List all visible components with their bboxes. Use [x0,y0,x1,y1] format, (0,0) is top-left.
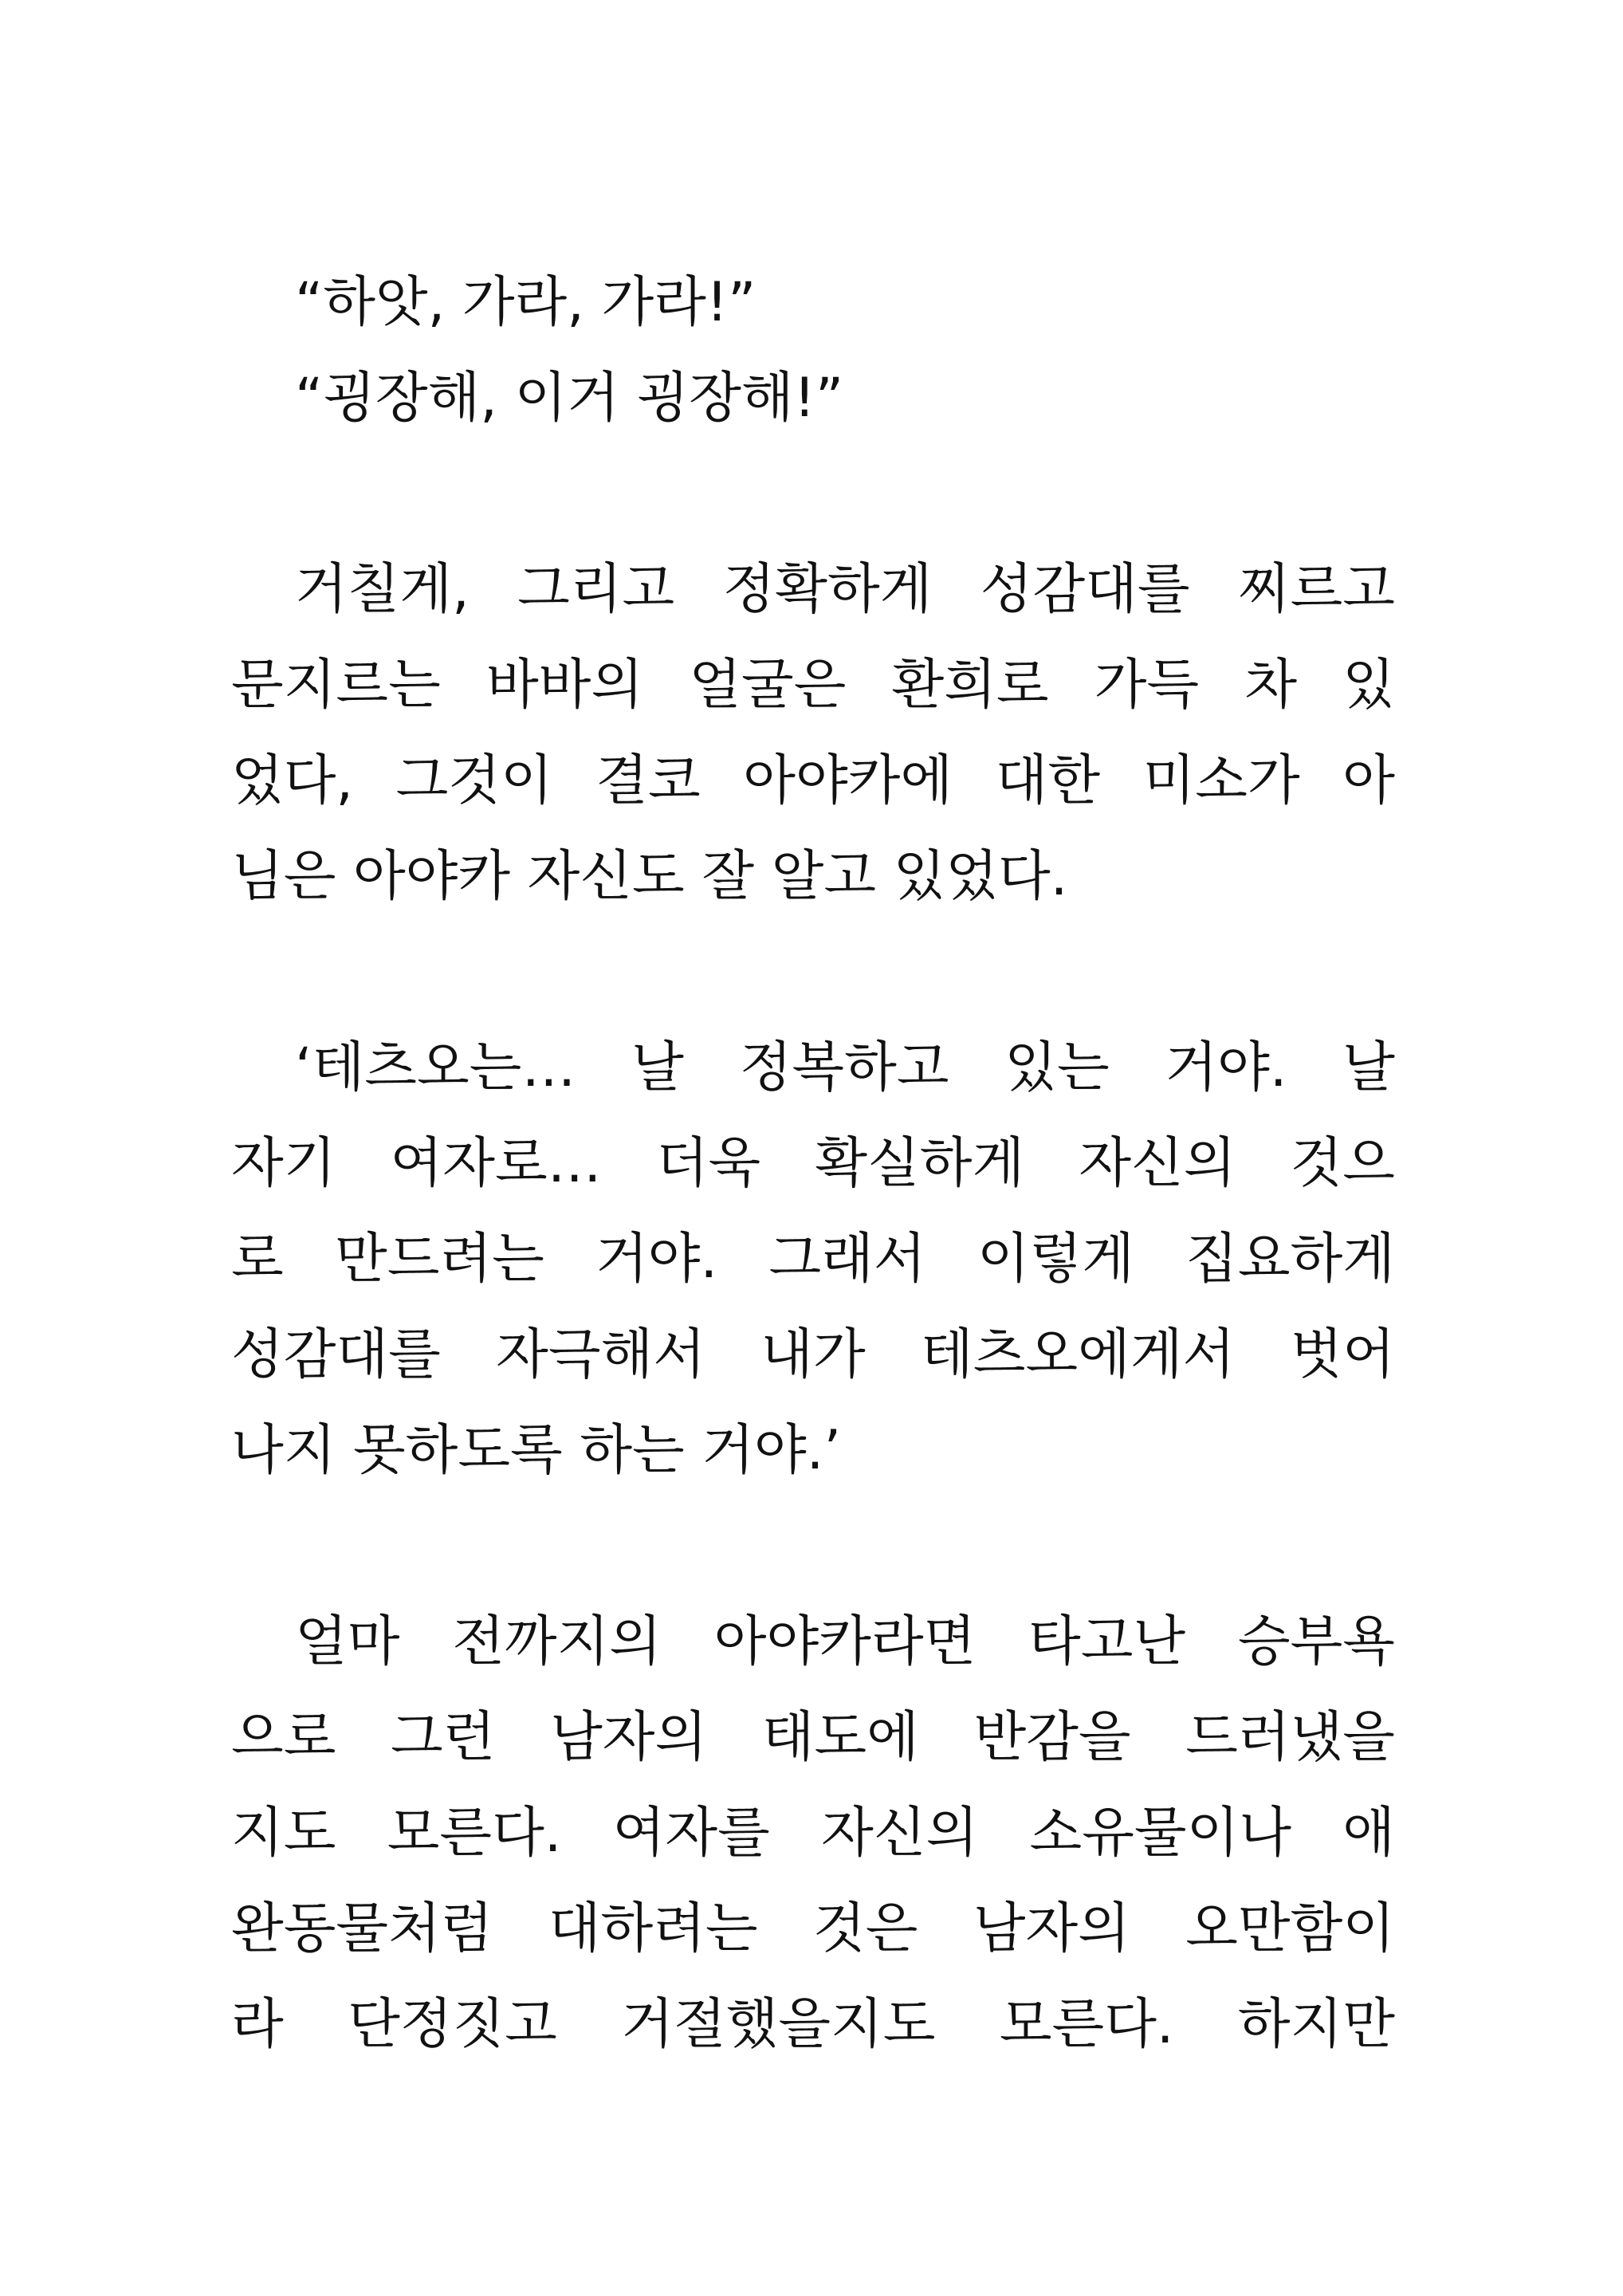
paragraph-line: 얼마 전까지의 아야카라면 타고난 승부욕 [295,1610,1395,1673]
paragraph-line: 나지 못하도록 하는 거야.’ [231,1419,841,1482]
dialogue-line: “하앗, 가라, 가라!” [295,271,756,334]
paragraph-line: 었다, 그것이 결코 아야카에 대한 미소가 아 [231,749,1395,812]
paragraph-line: 지도 모른다. 여자를 자신의 소유물이나 애 [231,1802,1395,1865]
paragraph-line: 로 만드려는 거야. 그래서 이렇게 집요하게 [231,1228,1395,1291]
paragraph-line: 으로 그런 남자의 태도에 반감을 드러냈을 [231,1706,1395,1769]
paragraph-line: 님은 아야카 자신도 잘 알고 있었다. [231,845,1068,908]
paragraph-line: 자기 여자로… 더욱 확실하게 자신의 것으 [231,1132,1395,1195]
paragraph-line: 거칠게, 그리고 정확하게 성감대를 찌르고 [295,558,1395,621]
dialogue-line: “굉장해, 이거 굉장해!” [295,367,844,430]
paragraph-line: ‘테츠오는… 날 정복하고 있는 거야. 날 [295,1036,1395,1099]
paragraph-line: 완동물처럼 대하려는 것은 남자의 오만함이 [231,1897,1395,1960]
paragraph-line: 라 단정짓고 거절했을지도 모른다. 하지만 [231,1993,1395,2056]
paragraph-line: 문지르는 바바의 얼굴은 환희로 가득 차 있 [231,654,1395,717]
paragraph-line: 성감대를 자극해서 내가 테츠오에게서 벗어 [231,1323,1395,1386]
